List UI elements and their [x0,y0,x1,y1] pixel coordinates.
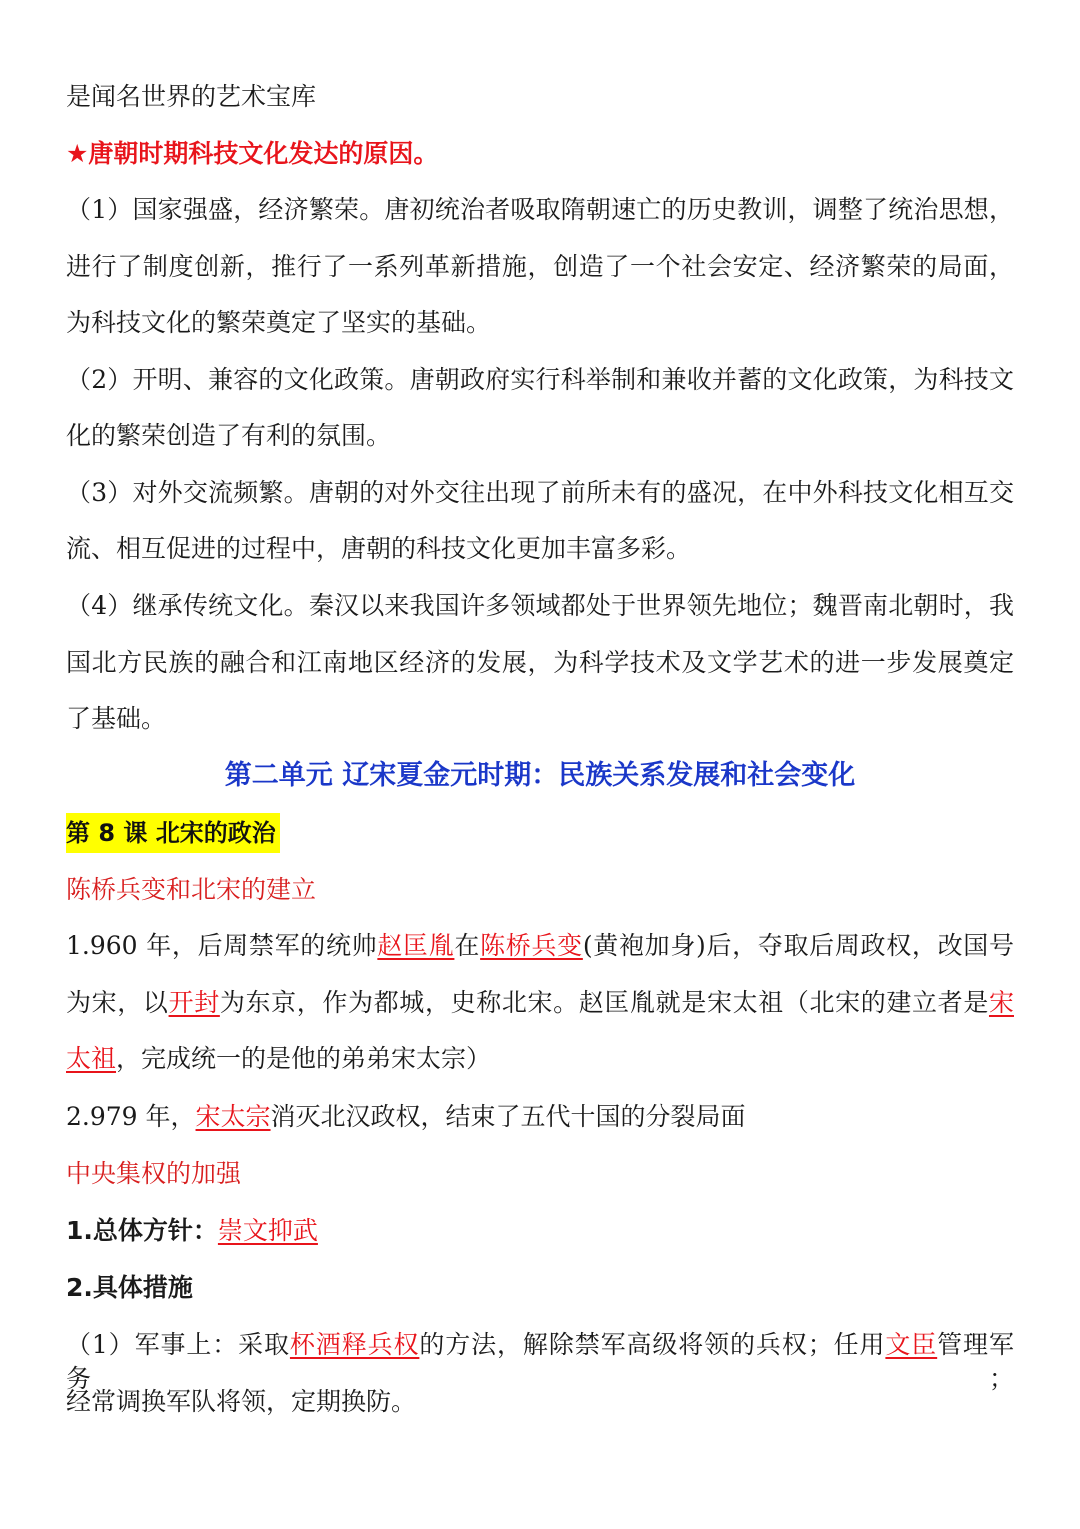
text-span: 为东京，作为都城，史称北宋。赵匡胤就是宋太祖（北宋的建立者是 [219,988,989,1017]
text-span: 管理军务； [66,1330,1014,1393]
paragraph-2-line-2: 化的繁荣创造了有利的氛围。 [66,421,392,450]
measure-2-heading: 2.具体措施 [66,1273,193,1302]
paragraph-3-line-1: （3）对外交流频繁。唐朝的对外交往出现了前所未有的盛况，在中外科技文化相互交 [66,478,1014,507]
key-term: 太祖 [66,1044,117,1073]
paragraph-1-line-2: 进行了制度创新，推行了一系列革新措施，创造了一个社会安定、经济繁荣的局面， [66,252,1014,281]
item-1-line-3 [66,1042,1014,1076]
text-span: 1.960 年，后周禁军的统帅 [66,931,378,960]
paragraph-2-line-1: （2）开明、兼容的文化政策。唐朝政府实行科举制和兼收并蓄的文化政策，为科技文 [66,365,1014,394]
section-heading-centralization: 中央集权的加强 [66,1159,242,1188]
text-span: 的方法，解除禁军高级将领的兵权；任用 [419,1330,886,1359]
text-line: 是闻名世界的艺术宝库 [66,82,317,111]
text-span: 2.979 年， [66,1102,196,1131]
paragraph-4-line-2: 国北方民族的融合和江南地区经济的发展，为科学技术及文学艺术的进一步发展奠定 [66,648,1014,677]
key-term: 开封 [168,988,220,1017]
measure-3-line-2: 经常调换军队将领，定期换防。 [66,1387,417,1416]
key-term: 赵匡胤 [377,931,455,960]
paragraph-4-line-1: （4）继承传统文化。秦汉以来我国许多领域都处于世界领先地位；魏晋南北朝时，我 [66,591,1014,620]
paragraph-1-line-3: 为科技文化的繁荣奠定了坚实的基础。 [66,308,492,337]
text-span: ，完成统一的是他的弟弟宋太宗） [116,1044,492,1073]
key-term: 陈桥兵变 [480,931,583,960]
unit-title: 第二单元 辽宋夏金元时期：民族关系发展和社会变化 [224,760,856,791]
section-heading-reasons: ★唐朝时期科技文化发达的原因。 [66,139,439,168]
paragraph-1-line-1: （1）国家强盛，经济繁荣。唐初统治者吸取隋朝速亡的历史教训，调整了统治思想， [66,195,1014,224]
item-2-line-1 [66,1100,1014,1134]
key-term: 崇文抑武 [217,1216,318,1245]
item-1-line-2 [66,986,1014,1020]
text-span: （1）军事上：采取 [66,1330,290,1359]
text-span: 消灭北汉政权，结束了五代十国的分裂局面 [270,1102,746,1131]
paragraph-4-line-3: 了基础。 [66,704,167,733]
key-term: 杯酒释兵权 [289,1330,420,1359]
text-span: (黄袍加身)后，夺取后周政权，改国号 [582,931,1014,960]
paragraph-3-line-2: 流、相互促进的过程中，唐朝的科技文化更加丰富多彩。 [66,534,692,563]
lesson-title: 第 8 课 北宋的政治 [66,813,280,853]
text-span: 在 [454,931,481,960]
measure-label: 1.总体方针： [66,1216,218,1245]
section-heading-chenqiao: 陈桥兵变和北宋的建立 [66,875,317,904]
key-term: 宋太宗 [195,1102,271,1131]
key-term: 宋 [988,988,1014,1017]
text-span: 为宋，以 [66,988,169,1017]
item-1-line-1 [66,929,1014,963]
measure-1-line [66,1214,1014,1248]
key-term: 文臣 [885,1330,938,1359]
